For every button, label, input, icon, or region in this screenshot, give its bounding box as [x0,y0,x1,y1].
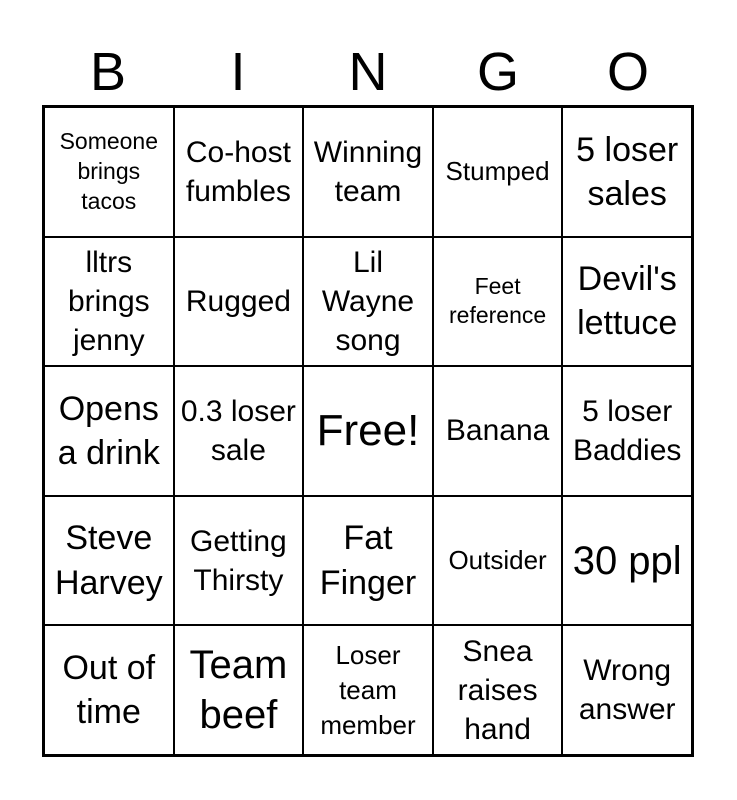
cell-label: Loser team member [320,639,416,740]
cell-label: Getting Thirsty [190,524,287,597]
bingo-cell-r4-c2[interactable] [174,496,304,626]
bingo-cell-r3-c4[interactable] [433,366,563,496]
cell-label: Winning team [313,135,423,208]
bingo-cell-r2-c3[interactable] [303,237,433,367]
header-letter-b: B [89,42,127,102]
cell-label: Lil Wayne song [321,245,415,357]
cell-label: Opens a drink [57,389,160,472]
bingo-cell-r2-c1[interactable] [44,237,174,367]
bingo-cell-r4-c3[interactable] [303,496,433,626]
bingo-board [42,105,694,757]
header-letter-o: O [606,42,649,102]
bingo-cell-r5-c1[interactable] [44,625,174,755]
bingo-cell-r1-c4[interactable] [433,107,563,237]
bingo-cell-r3-c5[interactable] [562,366,692,496]
bingo-header [43,38,693,106]
bingo-cell-r4-c4[interactable] [433,496,563,626]
cell-label: lltrs brings jenny [67,245,150,357]
header-letter-i: I [230,42,246,102]
cell-label: Rugged [185,284,291,318]
bingo-cell-r1-c5[interactable] [562,107,692,237]
bingo-cell-r5-c3[interactable] [303,625,433,755]
bingo-cell-r3-c1[interactable] [44,366,174,496]
header-letter-n: N [348,42,388,102]
bingo-cell-r1-c3[interactable] [303,107,433,237]
cell-label: Feet reference [449,272,547,329]
bingo-cell-r5-c4[interactable] [433,625,563,755]
cell-label: 30 ppl [572,538,682,583]
cell-label: Wrong answer [578,654,676,727]
cell-label: 5 loser sales [576,130,679,213]
bingo-cell-r4-c5[interactable] [562,496,692,626]
cell-label: Devil's lettuce [577,260,678,343]
cell-label: Outsider [448,545,547,576]
cell-label: Team beef [189,643,288,738]
bingo-cell-r1-c2[interactable] [174,107,304,237]
bingo-cell-r2-c5[interactable] [562,237,692,367]
cell-label: Fat Finger [319,519,417,602]
cell-label: Stumped [445,156,550,187]
cell-label: Steve Harvey [54,519,163,602]
bingo-cell-r2-c4[interactable] [433,237,563,367]
bingo-cell-r1-c1[interactable] [44,107,174,237]
cell-label: 5 loser Baddies [572,394,682,467]
cell-label: Snea raises hand [457,634,538,746]
bingo-cell-r5-c2[interactable] [174,625,304,755]
cell-label: Co-host fumbles [185,135,291,208]
bingo-cell-r3-c2[interactable] [174,366,304,496]
cell-label: Out of time [62,649,156,732]
bingo-cell-r2-c2[interactable] [174,237,304,367]
bingo-cell-r3-c3-free[interactable] [303,366,433,496]
cell-label: 0.3 loser sale [180,394,296,467]
free-space-label: Free! [316,406,420,456]
header-letter-g: G [476,42,519,102]
cell-label: Banana [445,414,550,448]
bingo-cell-r4-c1[interactable] [44,496,174,626]
cell-label: Someone brings tacos [59,127,159,214]
bingo-cell-r5-c5[interactable] [562,625,692,755]
